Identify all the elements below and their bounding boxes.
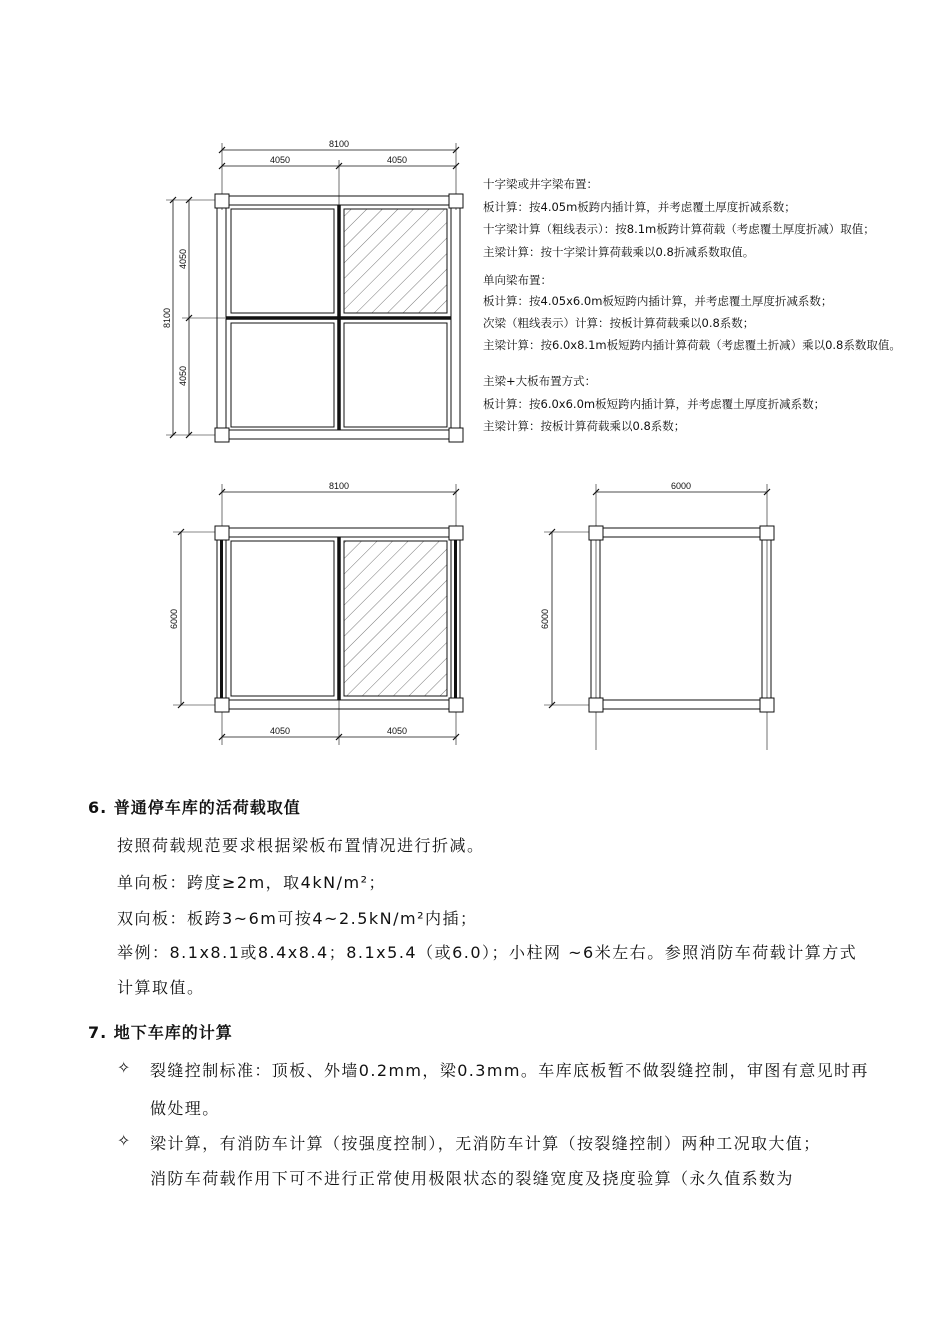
bullet-icon: ✧ (117, 1058, 131, 1077)
bullet-line: 做处理。 (150, 1099, 220, 1118)
top-plan-cross-beam (166, 143, 463, 442)
section-6-line: 按照荷载规范要求根据梁板布置情况进行折减。 (117, 836, 485, 855)
note-line: 次梁（粗线表示）计算：按板计算荷载乘以0.8系数； (483, 316, 755, 330)
top-dim-vert-bottom: 4050 (178, 365, 188, 387)
bl-dim-top: 8100 (328, 481, 350, 491)
bullet-line: 梁计算，有消防车计算（按强度控制），无消防车计算（按裂缝控制）两种工况取大值； (150, 1134, 821, 1153)
section-6-heading: 6. 普通停车库的活荷载取值 (88, 798, 301, 817)
note-line: 板计算：按6.0x6.0m板短跨内插计算，并考虑覆土厚度折减系数； (483, 397, 826, 411)
section-6-line: 举例：8.1x8.1或8.4x8.4；8.1x5.4（或6.0）；小柱网 ~6米左右。参照消防车荷载计算方式 (117, 943, 858, 962)
note-line: 十字梁计算（粗线表示）：按8.1m板跨计算荷载（考虑覆土厚度折减）取值； (483, 222, 875, 236)
top-dim-right: 4050 (386, 155, 408, 165)
bottom-left-plan-one-way (173, 484, 463, 745)
note-line: 主梁+大板布置方式： (483, 374, 597, 388)
bullet-line: 裂缝控制标准：顶板、外墙0.2mm，梁0.3mm。车库底板暂不做裂缝控制，审图有意见时再 (150, 1061, 869, 1080)
bullet-line: 消防车荷载作用下可不进行正常使用极限状态的裂缝宽度及挠度验算（永久值系数为 (150, 1169, 794, 1188)
section-6-line: 双向板：板跨3~6m可按4~2.5kN/m²内插； (117, 909, 478, 928)
section-6-line: 单向板：跨度≥2m，取4kN/m²； (117, 873, 386, 892)
note-line: 主梁计算：按板计算荷载乘以0.8系数； (483, 419, 686, 433)
bullet-icon: ✧ (117, 1131, 131, 1150)
bl-dim-left: 4050 (269, 726, 291, 736)
note-line: 主梁计算：按十字梁计算荷载乘以0.8折减系数取值。 (483, 245, 755, 259)
note-line: 板计算：按4.05x6.0m板短跨内插计算，并考虑覆土厚度折减系数； (483, 294, 833, 308)
top-dim-vert-top: 4050 (178, 248, 188, 270)
top-dim-left: 4050 (269, 155, 291, 165)
note-line: 板计算：按4.05m板跨内插计算，并考虑覆土厚度折减系数； (483, 200, 796, 214)
drawing-notes (483, 177, 901, 433)
br-dim-vert: 6000 (540, 608, 550, 630)
section-7-heading: 7. 地下车库的计算 (88, 1023, 233, 1042)
top-dim-vert-total: 8100 (162, 307, 172, 329)
note-line: 主梁计算：按6.0x8.1m板短跨内插计算荷载（考虑覆土折减）乘以0.8系数取值。 (483, 338, 901, 352)
top-dim-total: 8100 (328, 139, 350, 149)
section-6-line: 计算取值。 (117, 978, 205, 997)
bl-dim-right: 4050 (386, 726, 408, 736)
bottom-right-plan-large-slab (544, 484, 774, 750)
bl-dim-vert: 6000 (169, 608, 179, 630)
br-dim-top: 6000 (670, 481, 692, 491)
note-line: 十字梁或井字梁布置： (483, 177, 598, 191)
note-line: 单向梁布置： (483, 273, 552, 287)
